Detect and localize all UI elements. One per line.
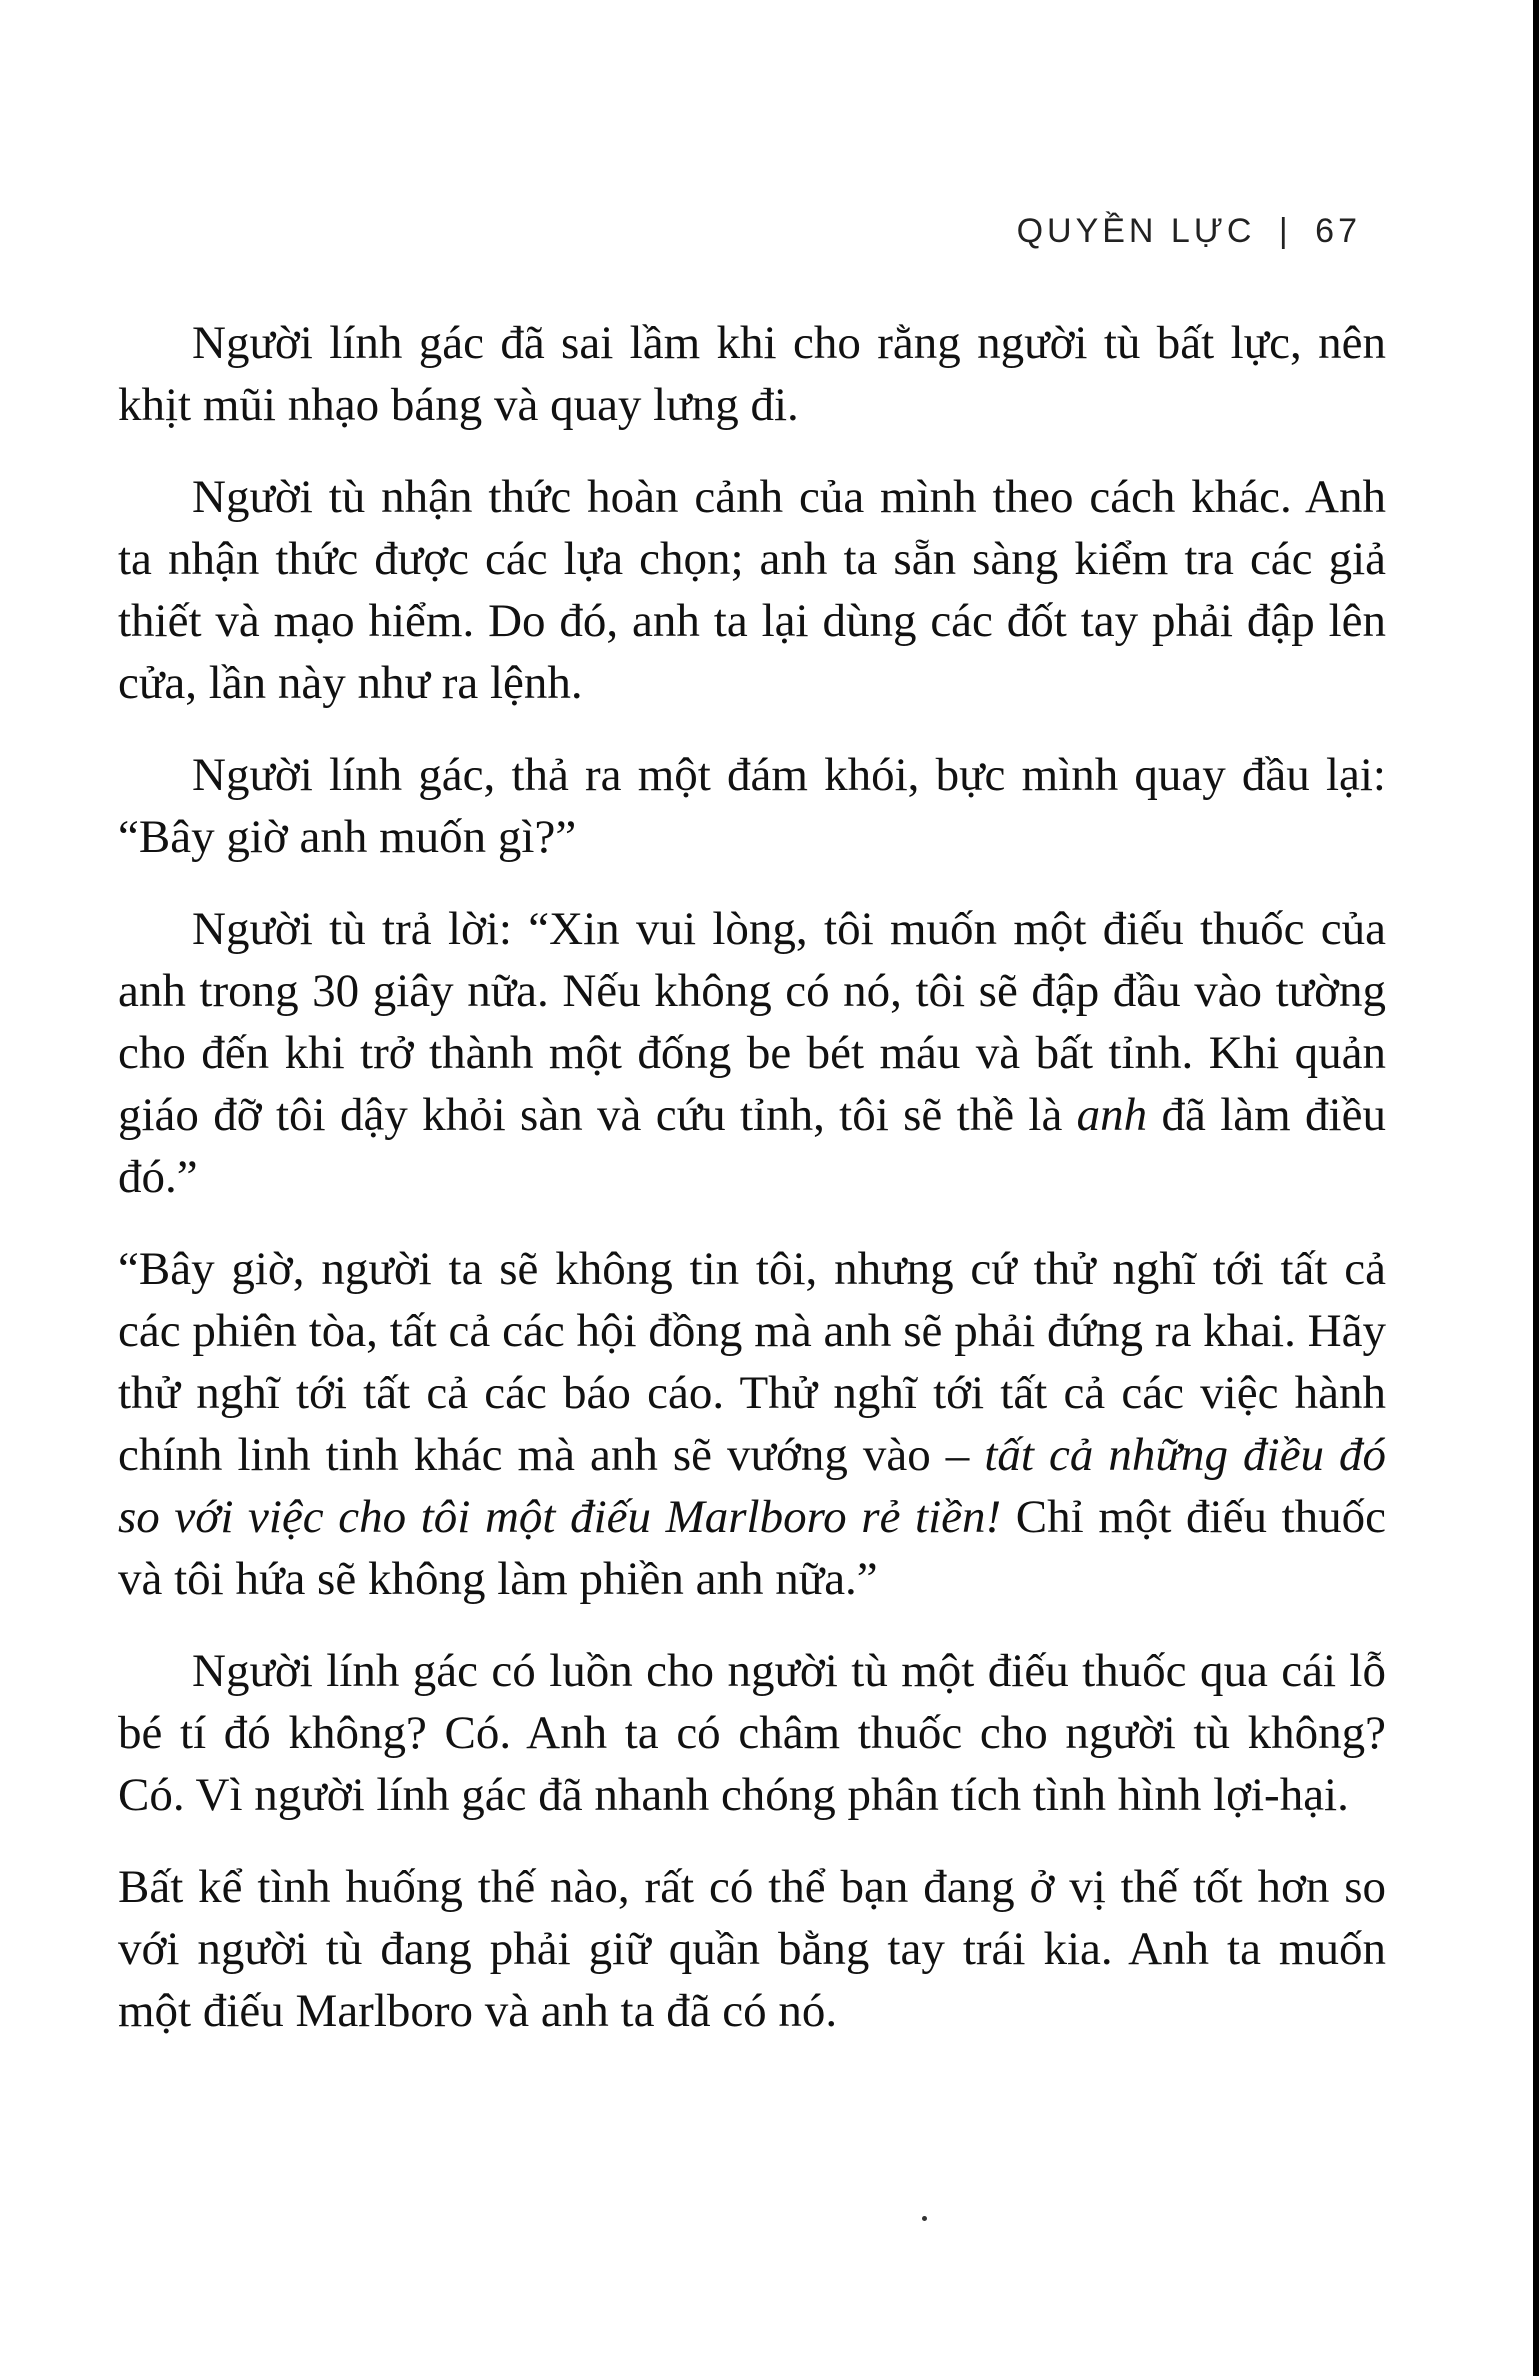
paragraph-5-text-after: Chỉ một điếu thuốc và tôi hứa sẽ không làm phiền anh nữa.” <box>118 1491 1387 1605</box>
page-edge-line <box>1533 0 1539 2376</box>
paragraph-1: Người lính gác đã sai lầm khi cho rằng người tù bất lực, nên khịt mũi nhạo báng và quay lưng đi. <box>118 317 1386 431</box>
chapter-title: QUYỀN LỰC <box>1016 212 1256 250</box>
paragraph-4-text-before: Người tù trả lời: “Xin vui lòng, tôi muốn một điếu thuốc của anh trong 30 giây nữa. Nếu không có nó, tôi sẽ đập đầu vào tường cho đến khi trở thành một đống be bét máu và bất tỉnh. Khi quản giáo đỡ tôi dậy khỏi sàn và cứu tỉnh, tôi sẽ thề là <box>118 903 1386 1141</box>
paragraph-4-text-after: đã làm điều đó.” <box>118 1089 1386 1203</box>
page-number: 67 <box>1315 212 1361 250</box>
end-dot-mark <box>922 2216 927 2221</box>
paragraph-5-emphasis: tất cả những điều đó so với việc cho tôi một điếu Marlboro rẻ tiền! <box>118 1429 1386 1543</box>
text-body <box>118 312 1386 2072</box>
paragraph-5 <box>118 1238 1386 1610</box>
paragraph-5-text-before: “Bây giờ, người ta sẽ không tin tôi, nhưng cứ thử nghĩ tới tất cả các phiên tòa, tất cả các hội đồng mà anh sẽ phải đứng ra khai. Hãy thử nghĩ tới tất cả các báo cáo. Thử nghĩ tới tất cả các việc hành chính linh tinh khác mà anh sẽ vướng vào – <box>118 1243 1386 1481</box>
paragraph-4 <box>118 898 1386 1208</box>
paragraph-6: Người lính gác có luồn cho người tù một điếu thuốc qua cái lỗ bé tí đó không? Có. Anh ta có châm thuốc cho người tù không? Có. Vì người lính gác đã nhanh chóng phân tích tình hình lợi-hại. <box>118 1645 1386 1821</box>
paragraph-7: Bất kể tình huống thế nào, rất có thể bạn đang ở vị thế tốt hơn so với người tù đang phải giữ quần bằng tay trái kia. Anh ta muốn một điếu Marlboro và anh ta đã có nó. <box>118 1861 1386 2037</box>
paragraph-2: Người tù nhận thức hoàn cảnh của mình theo cách khác. Anh ta nhận thức được các lựa chọn; anh ta sẵn sàng kiểm tra các giả thiết và mạo hiểm. Do đó, anh ta lại dùng các đốt tay phải đập lên cửa, lần này như ra lệnh. <box>118 471 1386 709</box>
paragraph-3: Người lính gác, thả ra một đám khói, bực mình quay đầu lại: “Bây giờ anh muốn gì?” <box>118 749 1386 863</box>
running-header <box>1017 212 1361 251</box>
header-separator: | <box>1278 212 1292 250</box>
paragraph-4-emphasis: anh <box>1076 1089 1148 1141</box>
